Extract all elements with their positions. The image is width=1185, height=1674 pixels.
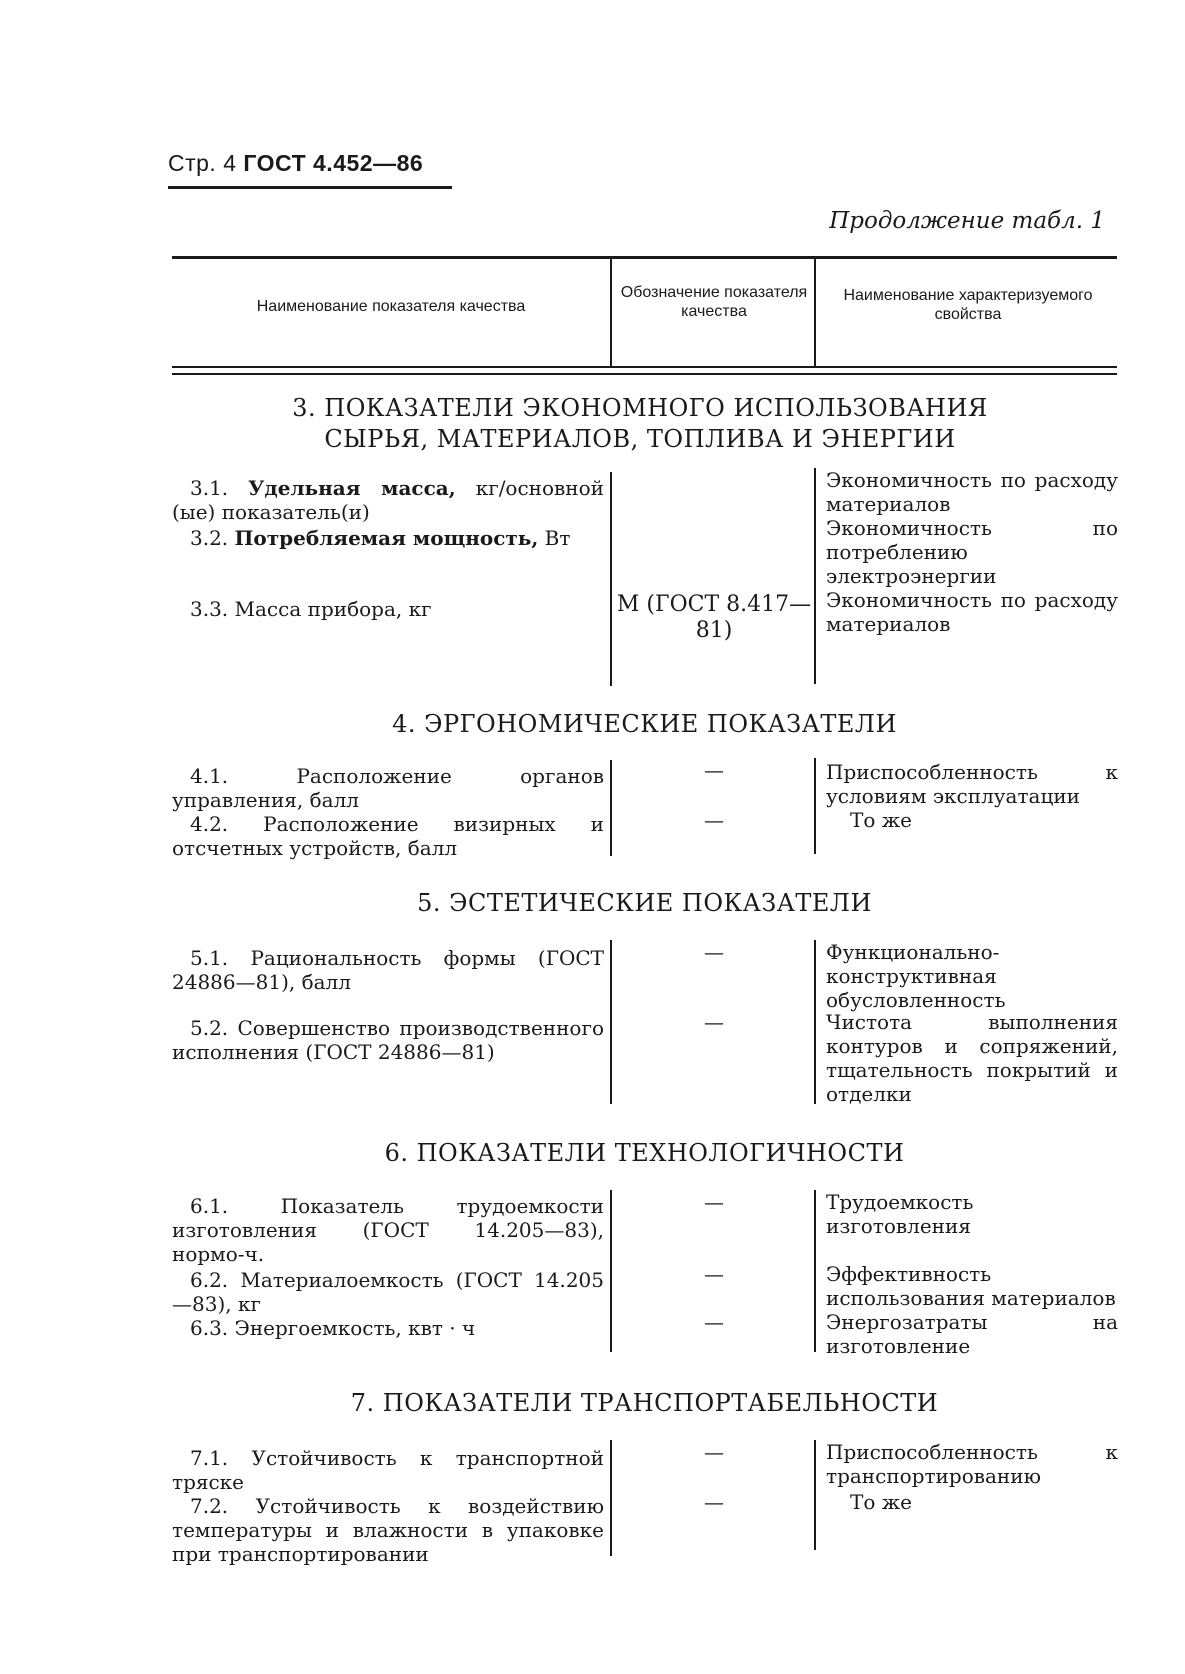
indicator-symbol: — bbox=[704, 1190, 724, 1214]
indicator-symbol: — bbox=[704, 1262, 724, 1286]
table-row-name: 3.1. Удельная масса, кг/основной (ые) показатель(и) bbox=[172, 476, 605, 524]
section-title: 7. ПОКАЗАТЕЛИ ТРАНСПОРТАБЕЛЬНОСТИ bbox=[350, 1389, 939, 1417]
section-title: 3. ПОКАЗАТЕЛИ ЭКОНОМНОГО ИСПОЛЬЗОВАНИЯ СЫРЬЯ, МАТЕРИАЛОВ, ТОПЛИВА И ЭНЕРГИИ bbox=[292, 394, 988, 453]
table-row-name: 7.2. Устойчивость к воздействию температуры и влажности в упаковке при транспортировании bbox=[172, 1494, 604, 1566]
property-text: Трудоемкость изготовления bbox=[826, 1190, 974, 1238]
table-top-rule bbox=[172, 256, 1117, 259]
table-column-divider bbox=[814, 468, 816, 684]
section-title: 6. ПОКАЗАТЕЛИ ТЕХНОЛОГИЧНОСТИ bbox=[384, 1139, 905, 1167]
table-row-name: 3.2. Потребляемая мощность, Вт bbox=[190, 526, 571, 550]
property-text: Экономичность по расходу материалов bbox=[826, 468, 1118, 516]
table-column-divider bbox=[814, 1440, 816, 1550]
property-text: То же bbox=[850, 808, 912, 832]
table-row-name: 5.2. Совершенство производственного исполнения (ГОСТ 24886—81) bbox=[172, 1016, 604, 1064]
table-continuation-label: Продолжение табл. 1 bbox=[829, 208, 1105, 234]
indicator-symbol: — bbox=[704, 940, 724, 964]
table-head-rule bbox=[172, 366, 1117, 368]
indicator-symbol: — bbox=[704, 1310, 724, 1334]
section-title: 4. ЭРГОНОМИЧЕСКИЕ ПОКАЗАТЕЛИ bbox=[392, 710, 897, 738]
table-head-rule bbox=[172, 373, 1117, 375]
indicator-symbol: — bbox=[704, 1010, 724, 1034]
table-row-name: 6.3. Энергоемкость, квт · ч bbox=[190, 1316, 476, 1340]
table-row-name: 3.3. Масса прибора, кг bbox=[190, 597, 432, 621]
table-column-divider bbox=[814, 258, 816, 366]
property-text: То же bbox=[850, 1490, 912, 1514]
column-header-indicator-name: Наименование показателя качества bbox=[256, 298, 526, 315]
table-column-divider bbox=[610, 760, 612, 856]
header-rule bbox=[168, 186, 452, 189]
property-text: Эффективность использования материалов bbox=[826, 1262, 1116, 1310]
property-text: Приспособленность к условиям эксплуатации bbox=[826, 760, 1118, 808]
section-title: 5. ЭСТЕТИЧЕСКИЕ ПОКАЗАТЕЛИ bbox=[417, 889, 872, 917]
property-text: Приспособленность к транспортированию bbox=[826, 1440, 1118, 1488]
document-code: ГОСТ 4.452—86 bbox=[243, 150, 424, 176]
column-header-property: Наименование характеризуемого свойства bbox=[843, 287, 1093, 323]
indicator-symbol: — bbox=[704, 808, 724, 832]
table-row-name: 6.2. Материалоемкость (ГОСТ 14.205—83), кг bbox=[172, 1268, 604, 1316]
table-column-divider bbox=[814, 1190, 816, 1352]
page-header bbox=[168, 150, 423, 177]
table-row-name: 4.2. Расположение визирных и отсчетных устройств, балл bbox=[172, 812, 604, 860]
column-header-indicator-symbol: Обозначение показателя качества bbox=[620, 284, 808, 320]
table-row-name: 5.1. Рациональность формы (ГОСТ 24886—81), балл bbox=[172, 946, 604, 994]
property-text: Экономичность по расходу материалов bbox=[826, 588, 1118, 636]
indicator-symbol: — bbox=[704, 1440, 724, 1464]
table-row-name: 4.1. Расположение органов управления, балл bbox=[172, 764, 604, 812]
table-column-divider bbox=[610, 1190, 612, 1352]
table-column-divider bbox=[610, 258, 612, 366]
indicator-symbol: M (ГОСТ 8.417—81) bbox=[616, 592, 812, 643]
page-number: Стр. 4 bbox=[168, 150, 237, 176]
table-column-divider bbox=[814, 940, 816, 1104]
indicator-symbol: — bbox=[704, 758, 724, 782]
table-row-name: 7.1. Устойчивость к транспортной тряске bbox=[172, 1446, 605, 1494]
table-column-divider bbox=[610, 1440, 612, 1556]
table-column-divider bbox=[610, 940, 612, 1104]
property-text: Функционально-конструктивная обусловленность bbox=[826, 940, 1006, 1012]
property-text: Чистота выполнения контуров и сопряжений, тщательность покрытий и отделки bbox=[826, 1010, 1118, 1106]
property-text: Экономичность по потреблению электроэнергии bbox=[826, 516, 1118, 588]
table-column-divider bbox=[814, 758, 816, 854]
property-text: Энергозатраты на изготовление bbox=[826, 1310, 1118, 1358]
indicator-symbol: — bbox=[704, 1490, 724, 1514]
table-row-name: 6.1. Показатель трудоемкости изготовления (ГОСТ 14.205—83), нормо-ч. bbox=[172, 1194, 605, 1266]
table-column-divider bbox=[610, 472, 612, 686]
